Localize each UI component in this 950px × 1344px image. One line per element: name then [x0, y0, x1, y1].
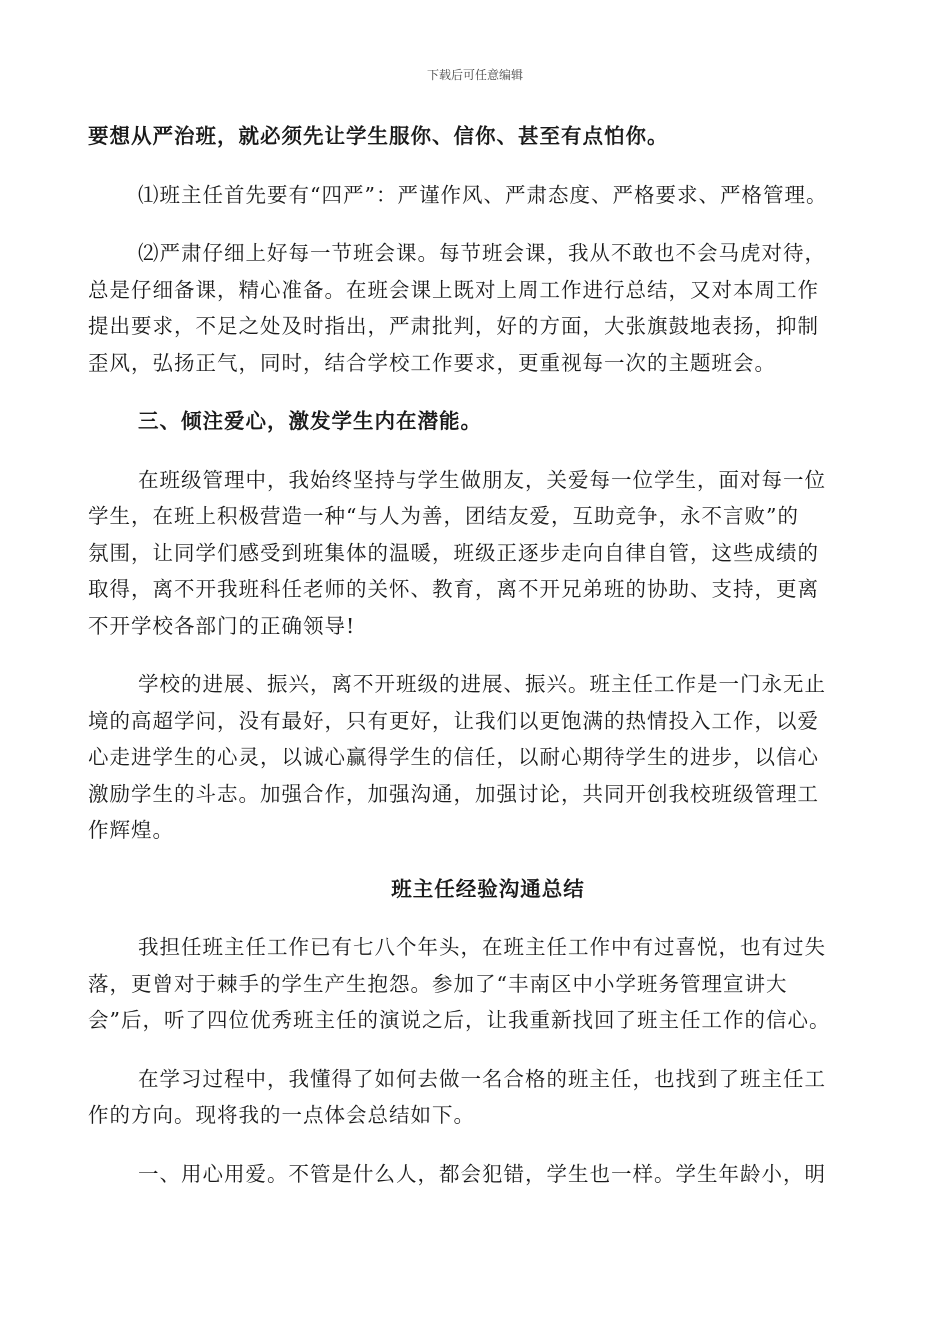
paragraph	[88, 1061, 878, 1134]
text-line: 作的方向。现将我的一点体会总结如下。	[88, 1103, 475, 1127]
text-line: 氛围，让同学们感受到班集体的温暖，班级正逐步走向自律自管，这些成绩的	[88, 540, 819, 565]
text-line: 落，更曾对于棘手的学生产生抱怨。参加了“丰南区中小学班务管理宣讲大	[88, 971, 788, 996]
text-line: 取得，离不开我班科任老师的关怀、教育，离不开兄弟班的协助、支持，更离	[88, 577, 819, 601]
text-line: 歪风，弘扬正气，同时，结合学校工作要求，更重视每一次的主题班会。	[88, 350, 776, 375]
text-line: 不开学校各部门的正确领导!	[88, 613, 356, 638]
text-line: 心走进学生的心灵，以诚心赢得学生的信任，以耐心期待学生的进步，以信心	[88, 745, 819, 769]
document-body	[88, 118, 878, 1214]
text-line: 在班级管理中，我始终坚持与学生做朋友，关爱每一位学生，面对每一位	[138, 467, 826, 492]
paragraph	[88, 177, 878, 214]
paragraph	[88, 666, 878, 849]
paragraph	[88, 118, 878, 155]
section-heading	[88, 403, 878, 440]
paragraph	[88, 929, 878, 1039]
text-line: 一、用心用爱。不管是什么人，都会犯错，学生也一样。学生年龄小，明	[138, 1161, 826, 1186]
paragraph	[88, 235, 878, 381]
page-header: 下载后可任意编辑	[426, 68, 523, 82]
text-line: 作辉煌。	[88, 818, 174, 842]
text-line: 在学习过程中，我懂得了如何去做一名合格的班主任，也找到了班主任工	[138, 1066, 826, 1091]
text-line: 班主任经验沟通总结	[391, 876, 585, 901]
text-line: 学校的进展、振兴，离不开班级的进展、振兴。班主任工作是一门永无止	[138, 672, 826, 696]
paragraph	[88, 462, 878, 645]
text-line: 我担任班主任工作已有七八个年头，在班主任工作中有过喜悦，也有过失	[138, 935, 826, 959]
paragraph	[88, 1156, 878, 1193]
text-line: ⑴班主任首先要有“四严”：严谨作风、严肃态度、严格要求、严格管理。	[138, 182, 828, 207]
document-title	[88, 871, 878, 908]
text-line: 学生，在班上积极营造一种“与人为善，团结友爱，互助竞争，永不言败”的	[88, 504, 799, 528]
text-line: 要想从严治班，就必须先让学生服你、信你、甚至有点怕你。	[88, 124, 669, 148]
text-line: 激励学生的斗志。加强合作，加强沟通，加强讨论，共同开创我校班级管理工	[88, 781, 819, 806]
text-line: ⑵严肃仔细上好每一节班会课。每节班会课，我从不敢也不会马虎对待，	[138, 241, 826, 265]
text-line: 会”后，听了四位优秀班主任的演说之后，让我重新找回了班主任工作的信心。	[88, 1008, 831, 1032]
text-line: 境的高超学问，没有最好，只有更好，让我们以更饱满的热情投入工作，以爱	[88, 708, 819, 733]
text-line: 提出要求，不足之处及时指出，严肃批判，好的方面，大张旗鼓地表扬，抑制	[88, 314, 819, 338]
text-line: 总是仔细备课，精心准备。在班会课上既对上周工作进行总结，又对本周工作	[88, 277, 819, 302]
text-line: 三、倾注爱心，激发学生内在潜能。	[138, 409, 482, 433]
